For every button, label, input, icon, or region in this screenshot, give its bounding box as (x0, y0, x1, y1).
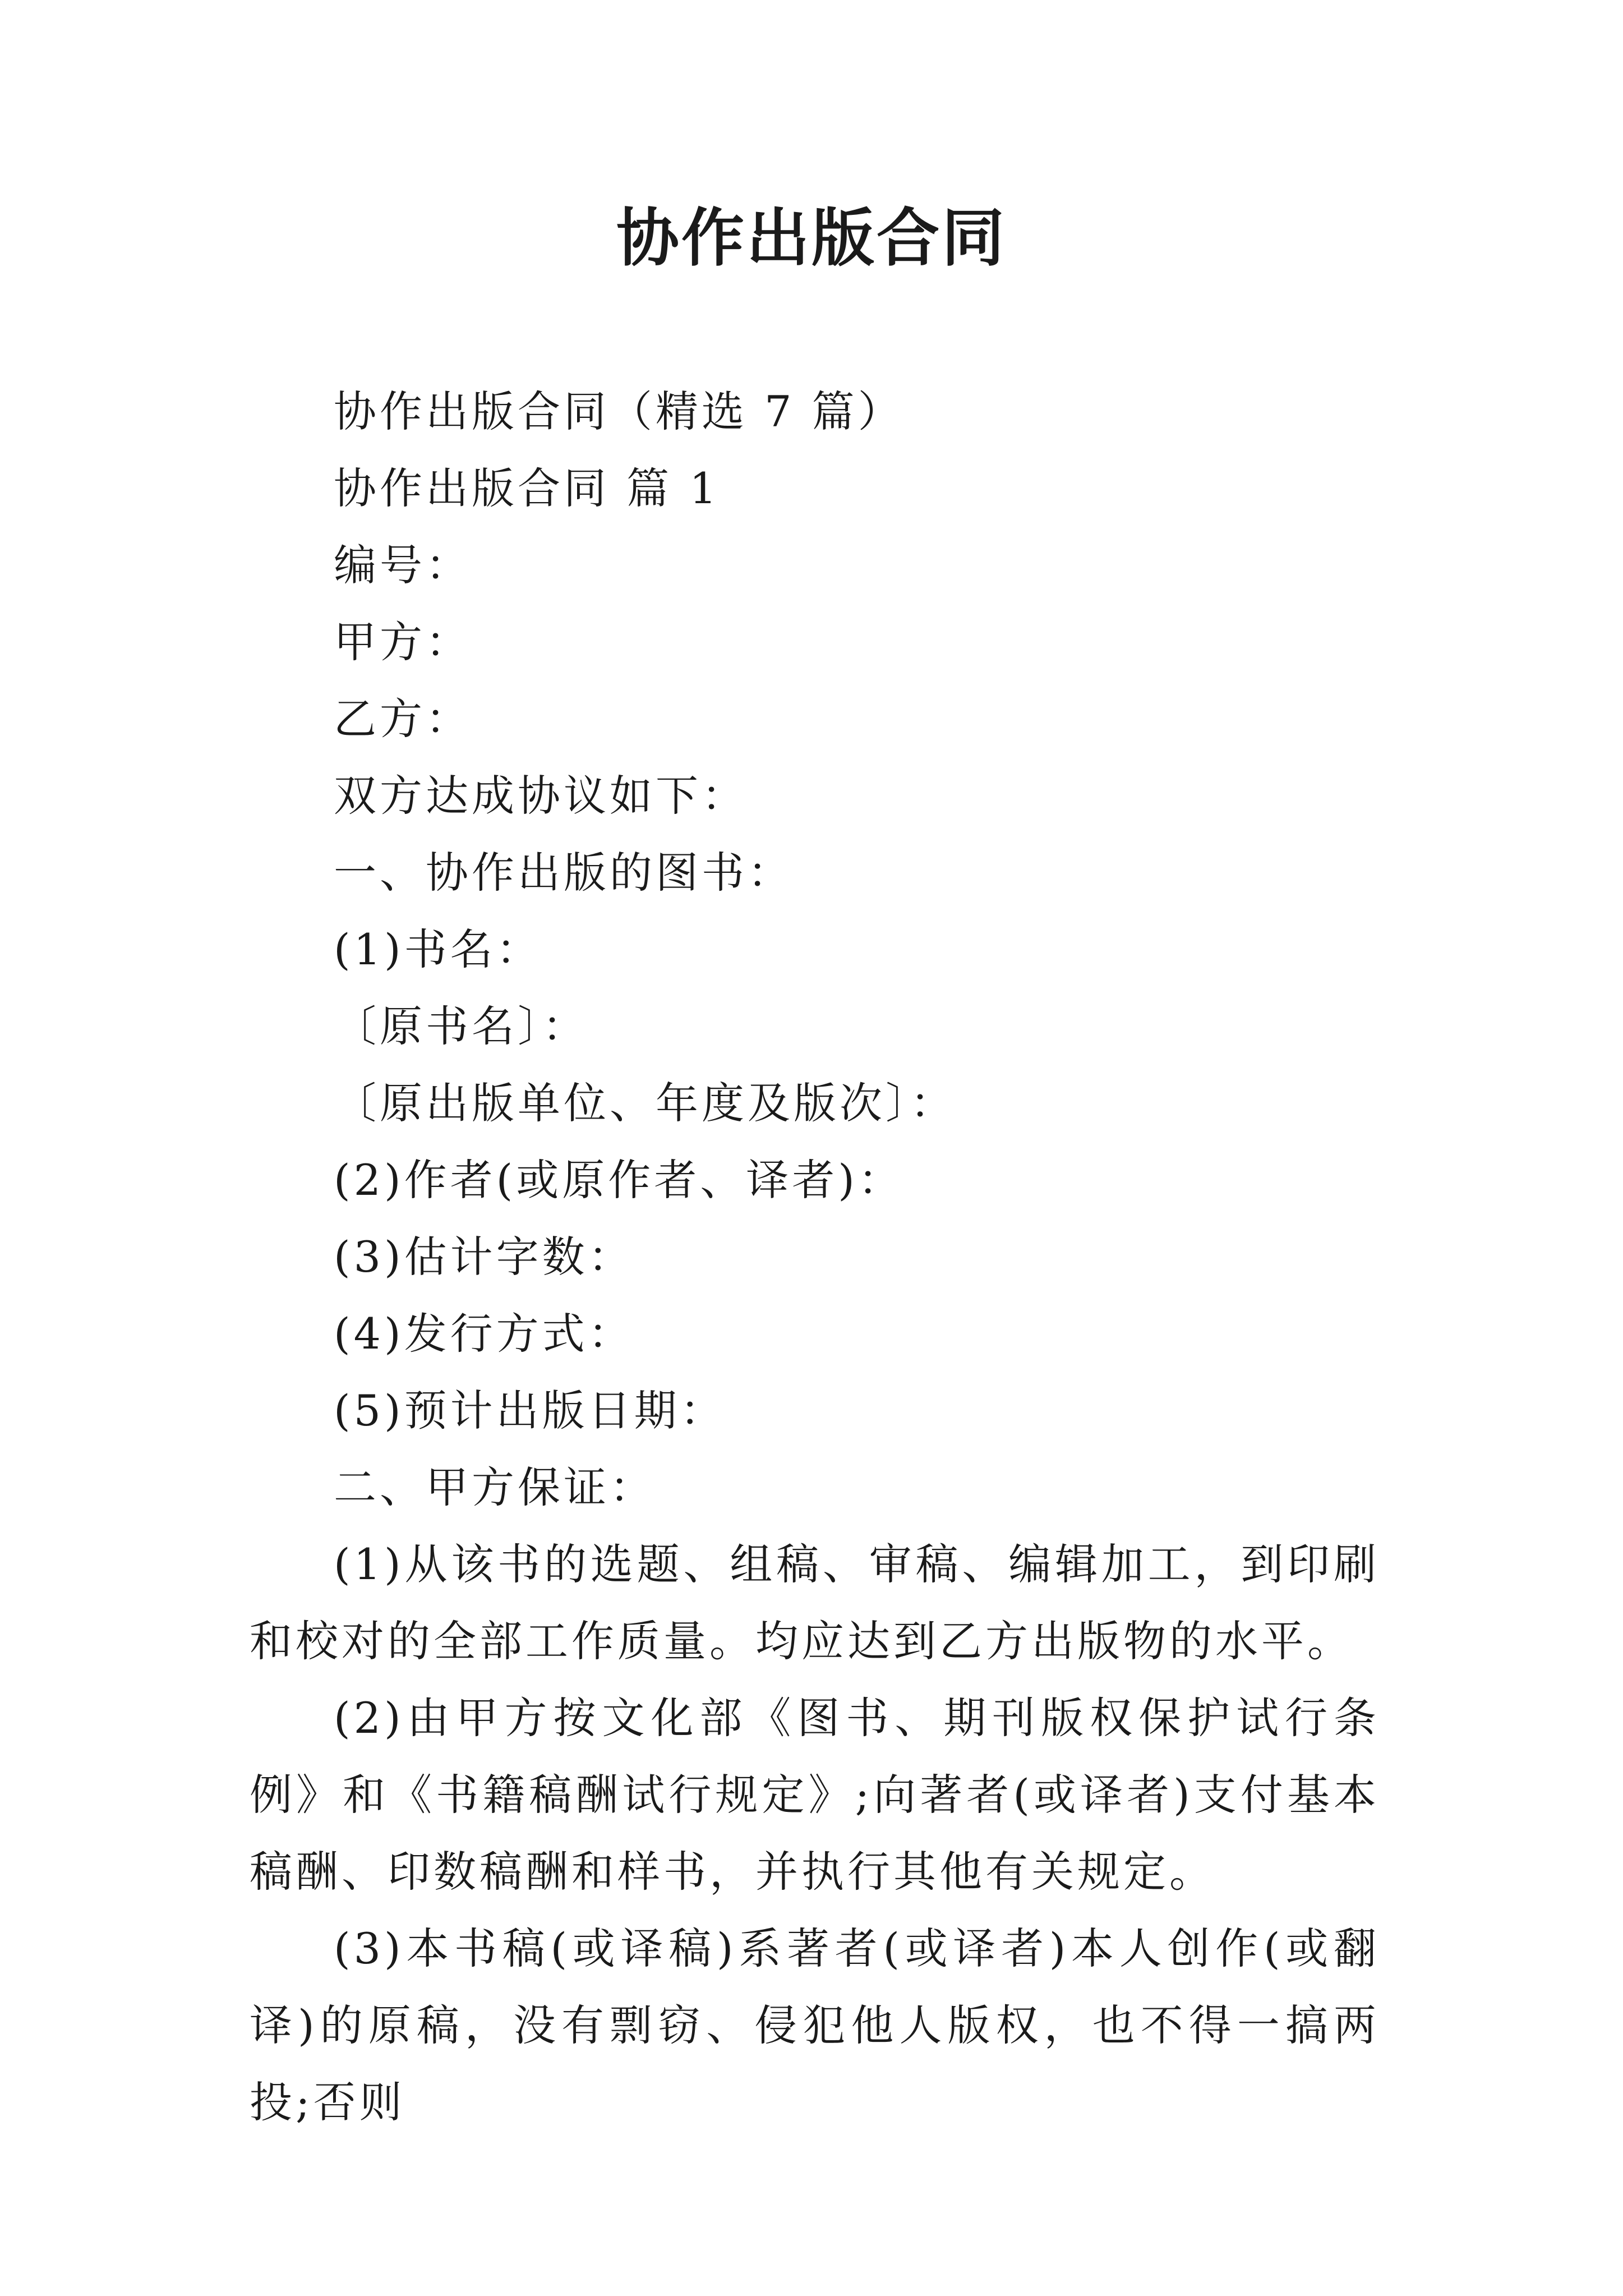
text-line: 一、协作出版的图书： (334, 848, 794, 898)
text-line: 乙方： (334, 694, 472, 744)
text-line: (1)书名： (334, 924, 542, 974)
text-line: 协作出版合同 篇 1 (334, 463, 720, 513)
text-line: 双方达成协议如下： (334, 771, 748, 821)
text-line: (4)发行方式： (334, 1309, 634, 1359)
text-line: 协作出版合同（精选 7 篇） (334, 386, 904, 436)
paragraph: (2)由甲方按文化部《图书、期刊版权保护试行条例》和《书籍稿酬试行规定》;向著者(或译者)支付基本稿酬、印数稿酬和样书，并执行其他有关规定。 (250, 1693, 1380, 1897)
document-title: 协作出版合同 (616, 201, 1007, 275)
text-line: (2)作者(或原作者、译者)： (334, 1155, 904, 1205)
document-body (250, 373, 1380, 2141)
text-line: 编号： (334, 540, 472, 590)
text-line: 〔原出版单位、年度及版次〕： (334, 1078, 956, 1128)
text-line: 甲方： (334, 617, 472, 667)
text-line: (3)估计字数： (334, 1232, 634, 1282)
text-line: 二、甲方保证： (334, 1462, 656, 1512)
text-line: 〔原书名〕： (334, 1001, 588, 1051)
paragraph: (3)本书稿(或译稿)系著者(或译者)本人创作(或翻译)的原稿，没有剽窃、侵犯他人版权，也不得一搞两投;否则 (250, 1924, 1380, 2127)
text-line: (5)预计出版日期： (334, 1386, 726, 1435)
paragraph: (1)从该书的选题、组稿、审稿、编辑加工，到印刷和校对的全部工作质量。均应达到乙方出版物的水平。 (250, 1539, 1380, 1666)
